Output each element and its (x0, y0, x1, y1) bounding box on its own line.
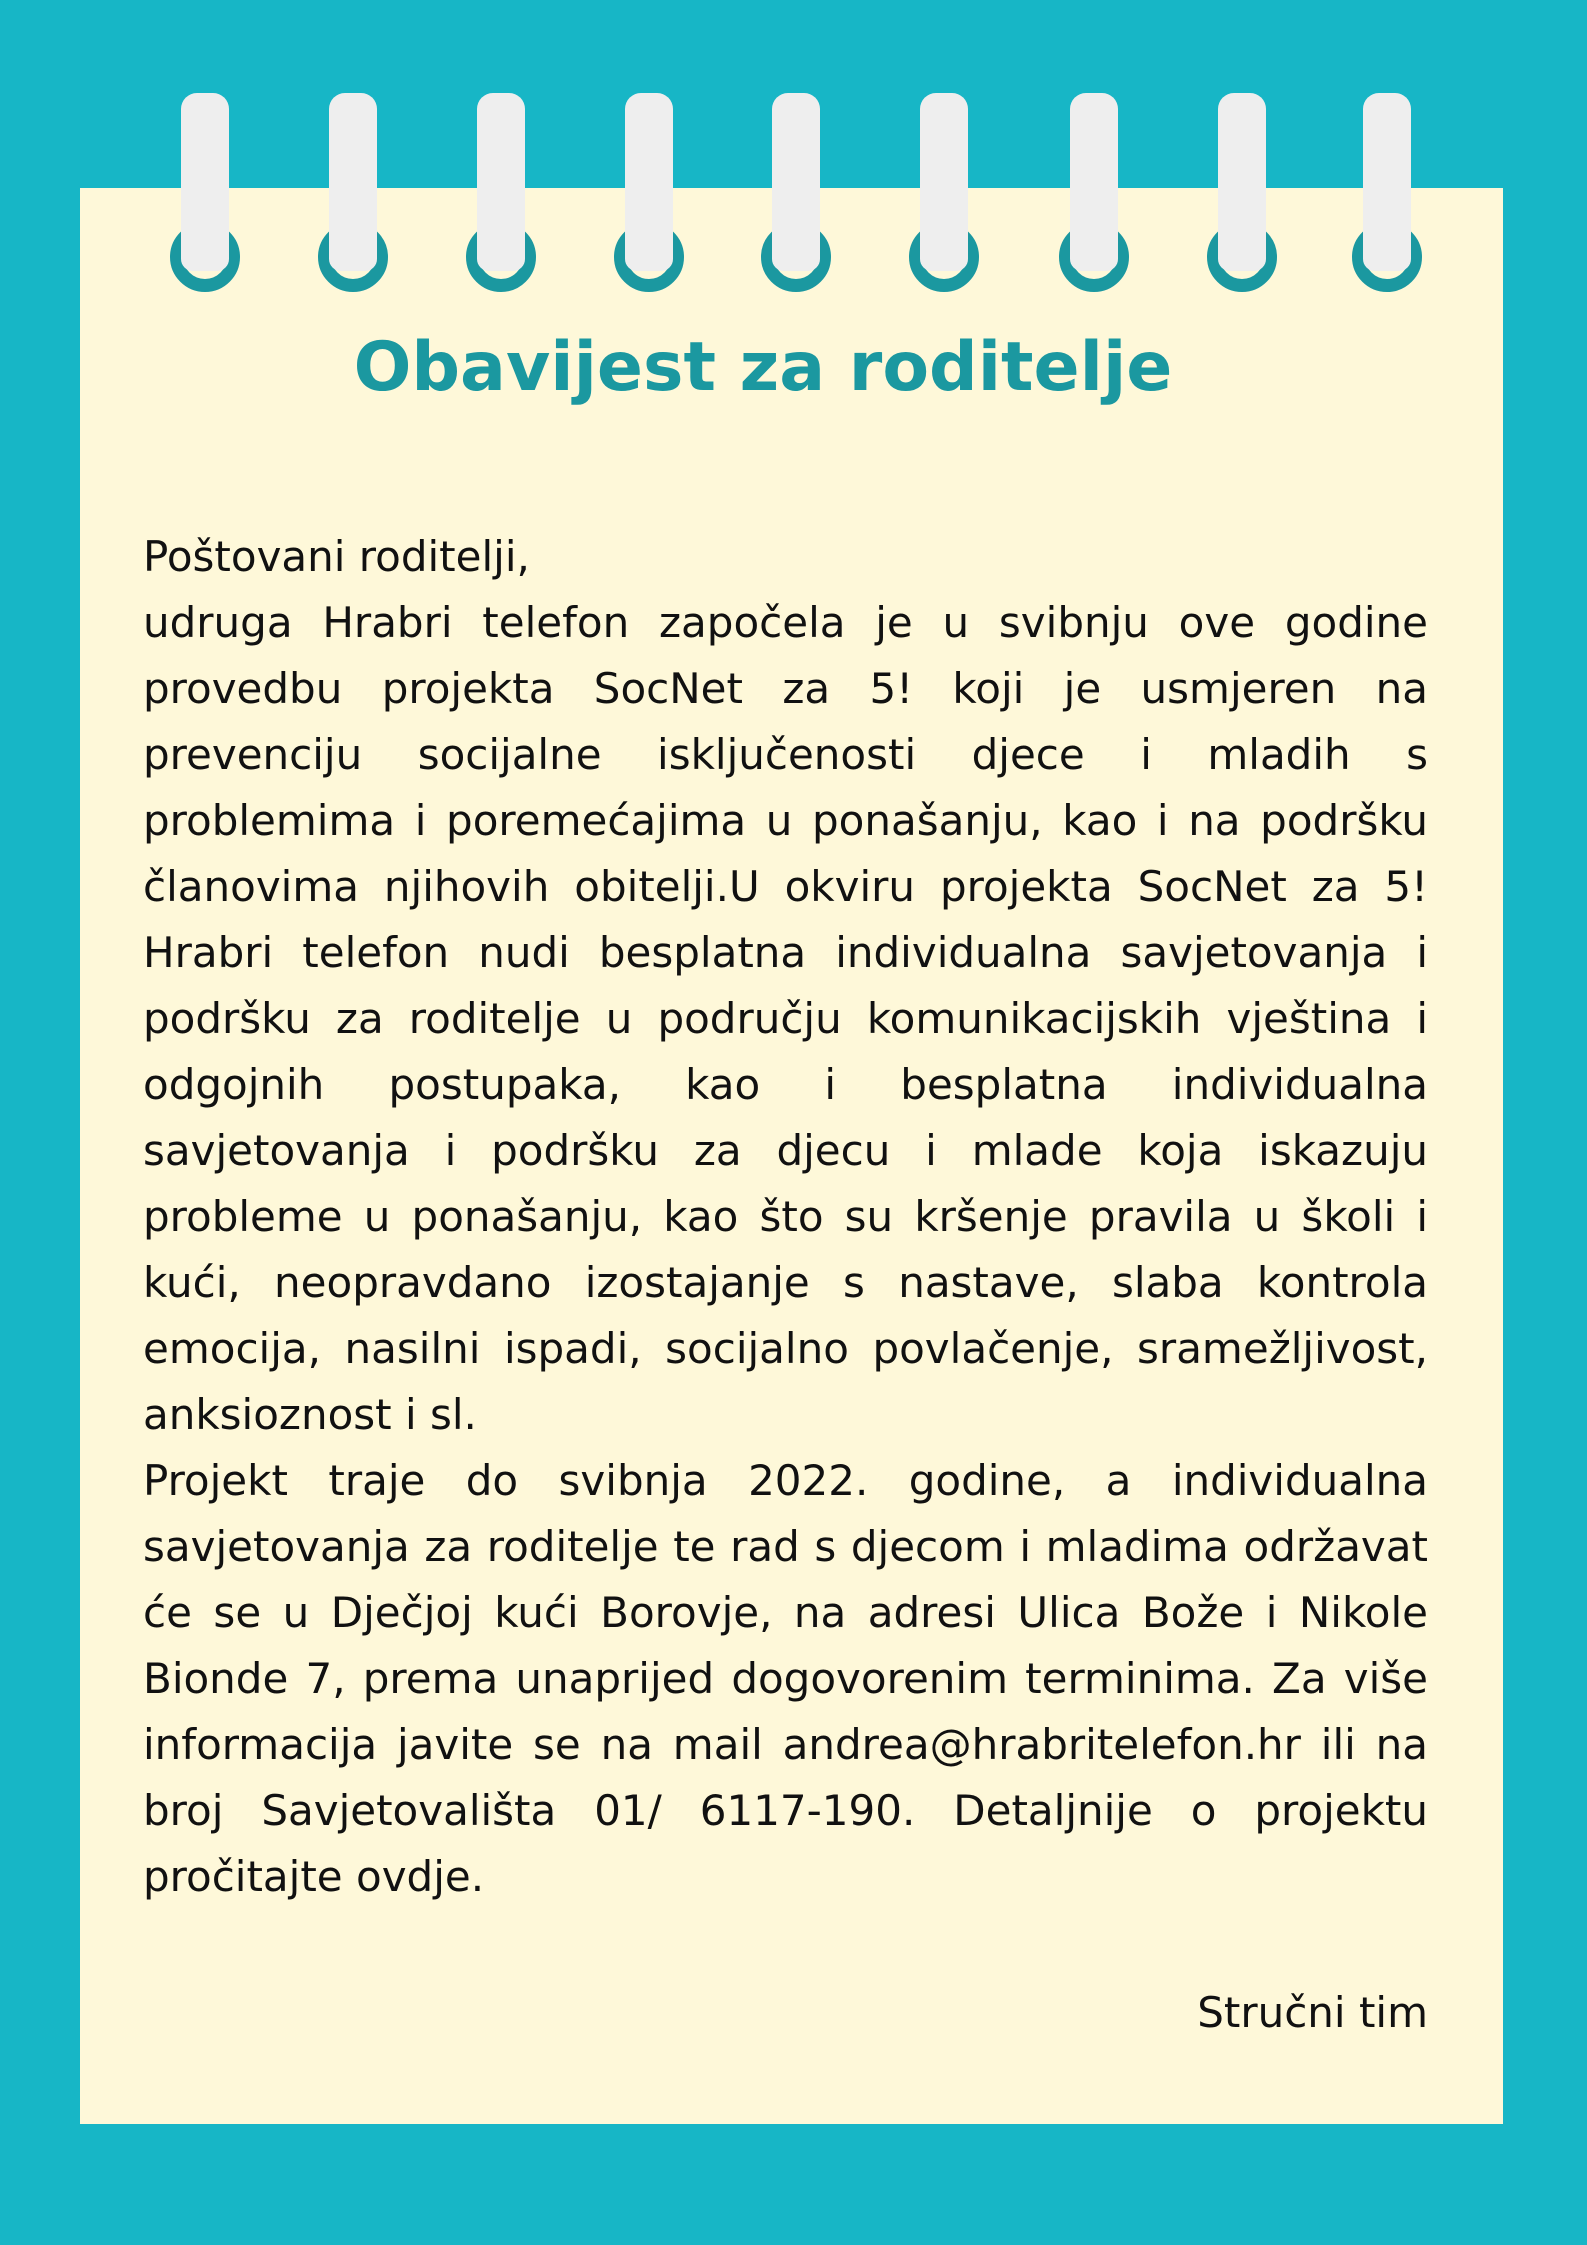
ring-wire (477, 93, 525, 271)
spiral-ring (466, 222, 536, 292)
spiral-ring (614, 222, 684, 292)
spiral-ring (170, 222, 240, 292)
body-paragraph: udruga Hrabri telefon započela je u svibnju ove godine provedbu projekta SocNet za 5! koji je usmjeren na prevenciju socijalne isključenosti djece i mladih s problemima i poremećajima u ponašanju, kao i na podršku članovima njihovih obitelji.U okviru projekta SocNet za 5! Hrabri telefon nudi besplatna individualna savjetovanja i podršku za roditelje u području komunikacijskih vještina i odgojnih postupaka, kao i besplatna individualna savjetovanja i podršku za djecu i mlade koja iskazuju probleme u ponašanju, kao što su kršenje pravila u školi i kući, neopravdano izostajanje s nastave, slaba kontrola emocija, nasilni ispadi, socijalno povlačenje, sramežljivost, anksioznost i sl. (143, 598, 1428, 1439)
spiral-ring (761, 222, 831, 292)
ring-wire (329, 93, 377, 271)
ring-wire (1218, 93, 1266, 271)
spiral-ring (318, 222, 388, 292)
spiral-ring (1352, 222, 1422, 292)
ring-wire (772, 93, 820, 271)
ring-wire (181, 93, 229, 271)
ring-wire (625, 93, 673, 271)
ring-wire (920, 93, 968, 271)
signature: Stručni tim (1197, 1988, 1428, 2037)
greeting: Poštovani roditelji, (143, 532, 530, 581)
body-paragraph: Projekt traje do svibnja 2022. godine, a individualna savjetovanja za roditelje te rad s djecom i mladima održavat će se u Dječjoj kući Borovje, na adresi Ulica Bože i Nikole Bionde 7, prema unaprijed dogovorenim terminima. Za više informacija javite se na mail andrea@hrabritelefon.hr ili na broj Savjetovališta 01/ 6117-190. Detaljnije o projektu pročitajte ovdje. (143, 1456, 1428, 1901)
notice-body (143, 524, 1428, 1910)
spiral-ring (1207, 222, 1277, 292)
spiral-ring (909, 222, 979, 292)
notice-title: Obavijest za roditelje (353, 328, 1173, 407)
ring-wire (1363, 93, 1411, 271)
spiral-ring (1059, 222, 1129, 292)
ring-wire (1070, 93, 1118, 271)
